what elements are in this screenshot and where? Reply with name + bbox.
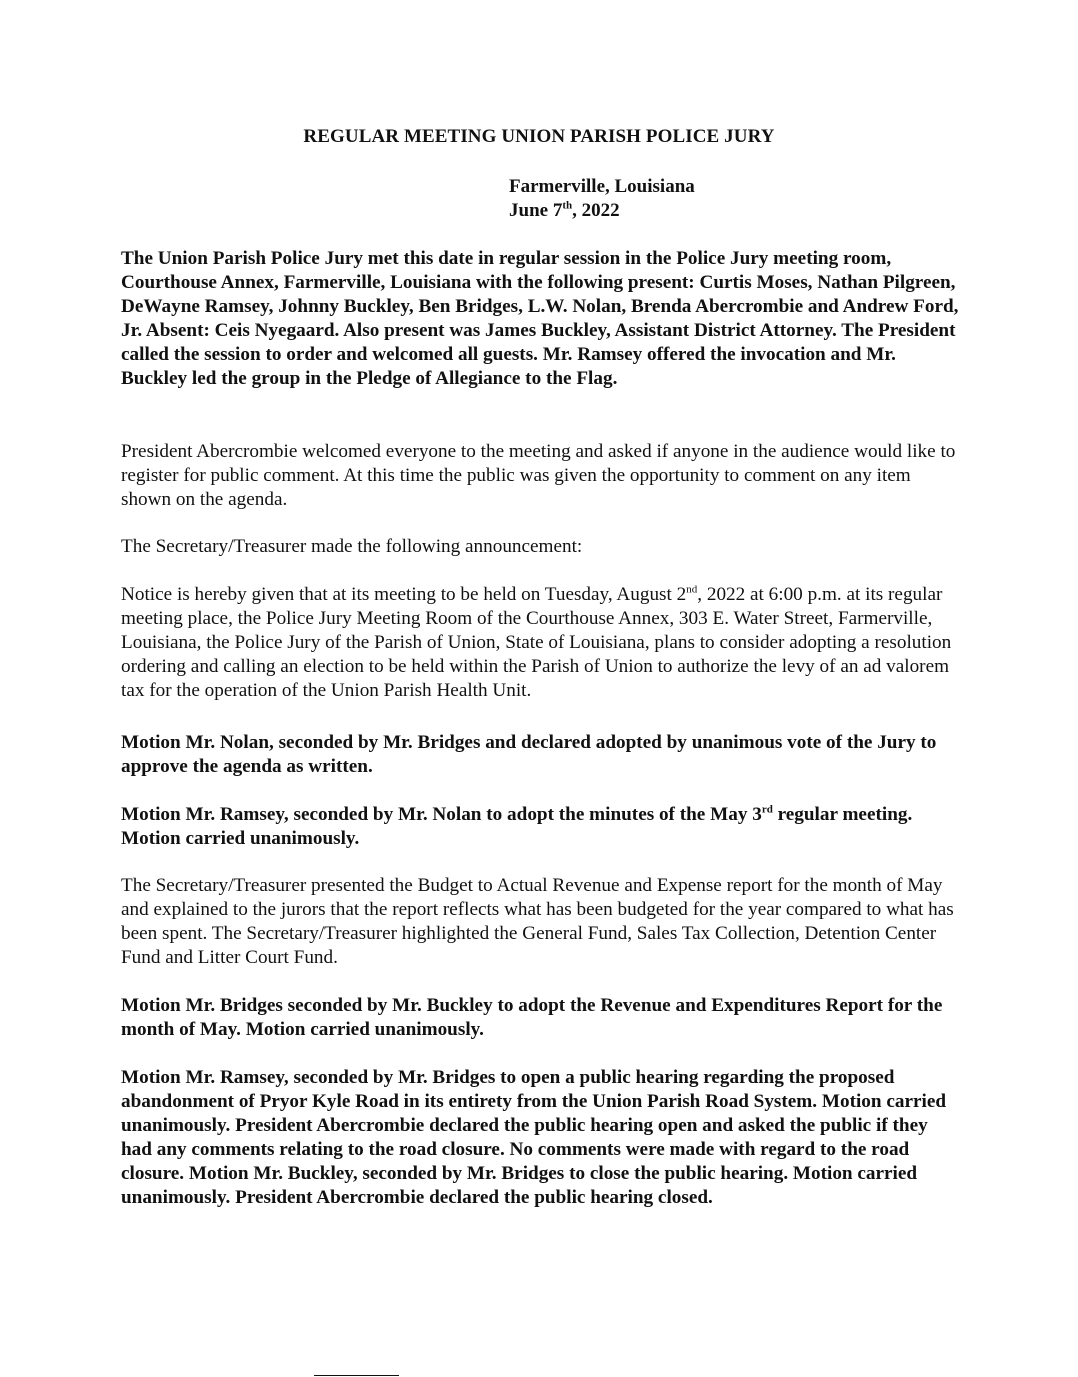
meeting-date [509, 200, 620, 222]
motion-minutes-end: regular meeting. Motion carried unanimously. [121, 804, 913, 849]
notice-ordinal: nd [686, 583, 698, 596]
budget-report-paragraph: The Secretary/Treasurer presented the Budget to Actual Revenue and Expense report for the month of May and explained to the jurors that the report reflects what has been budgeted for the year compared to what has been spent. The Secretary/Treasurer highlighted the General Fund, Sales Tax Collection, Detention Center Fund and Litter Court Fund. [121, 875, 954, 968]
motion-minutes-paragraph [121, 803, 961, 851]
meeting-location: Farmerville, Louisiana [509, 176, 695, 197]
motion-minutes-start: Motion Mr. Ramsey, seconded by Mr. Nolan to adopt the minutes of the May 3 [121, 804, 762, 825]
footer-rule [314, 1375, 399, 1376]
motion-hearing-paragraph: Motion Mr. Ramsey, seconded by Mr. Bridges to open a public hearing regarding the proposed abandonment of Pryor Kyle Road in its entirety from the Union Parish Road System. Motion carried unanimously. President Abercrombie declared the public hearing open and asked the public if they had any comments relating to the road closure. No comments were made with regard to the road closure. Motion Mr. Buckley, seconded by Mr. Bridges to close the public hearing. Motion carried unanimously. President Abercrombie declared the public hearing closed. [121, 1067, 947, 1208]
notice-text-end: , 2022 at 6:00 p.m. at its regular meeting place, the Police Jury Meeting Room of the Courthouse Annex, 303 E. Water Street, Farmerville, Louisiana, the Police Jury of the Parish of Union, State of Louisiana, plans to consider adopting a resolution ordering and calling an election to be held within the Parish of Union to authorize the levy of an ad valorem tax for the operation of the Union Parish Health Unit. [121, 584, 952, 701]
motion-agenda-paragraph: Motion Mr. Nolan, seconded by Mr. Bridges and declared adopted by unanimous vote of the Jury to approve the agenda as written. [121, 732, 937, 777]
attendance-paragraph: The Union Parish Police Jury met this date in regular session in the Police Jury meeting room, Courthouse Annex, Farmerville, Louisiana with the following present: Curtis Moses, Nathan Pilgreen, DeWayne Ramsey, Johnny Buckley, Ben Bridges, L.W. Nolan, Brenda Abercrombie and Andrew Ford, Jr. Absent: Ceis Nyegaard. Also present was James Buckley, Assistant District Attorney. The President called the session to order and welcomed all guests. Mr. Ramsey offered the invocation and Mr. Buckley led the group in the Pledge of Allegiance to the Flag. [121, 248, 959, 389]
meeting-date-ordinal: th [562, 199, 573, 212]
public-comment-paragraph: President Abercrombie welcomed everyone to the meeting and asked if anyone in the audience would like to register for public comment. At this time the public was given the opportunity to comment on any item shown on the agenda. [121, 441, 956, 510]
motion-minutes-ordinal: rd [761, 803, 773, 816]
notice-text-start: Notice is hereby given that at its meeting to be held on Tuesday, August 2 [121, 584, 687, 605]
meeting-date-year: , 2022 [572, 200, 620, 221]
meeting-date-main: June 7 [509, 200, 563, 221]
announcement-intro-paragraph: The Secretary/Treasurer made the following announcement: [121, 536, 583, 557]
motion-revenue-paragraph: Motion Mr. Bridges seconded by Mr. Buckley to adopt the Revenue and Expenditures Report for the month of May. Motion carried unanimously. [121, 995, 943, 1040]
document-title: REGULAR MEETING UNION PARISH POLICE JURY [303, 126, 775, 147]
notice-paragraph [121, 583, 961, 703]
